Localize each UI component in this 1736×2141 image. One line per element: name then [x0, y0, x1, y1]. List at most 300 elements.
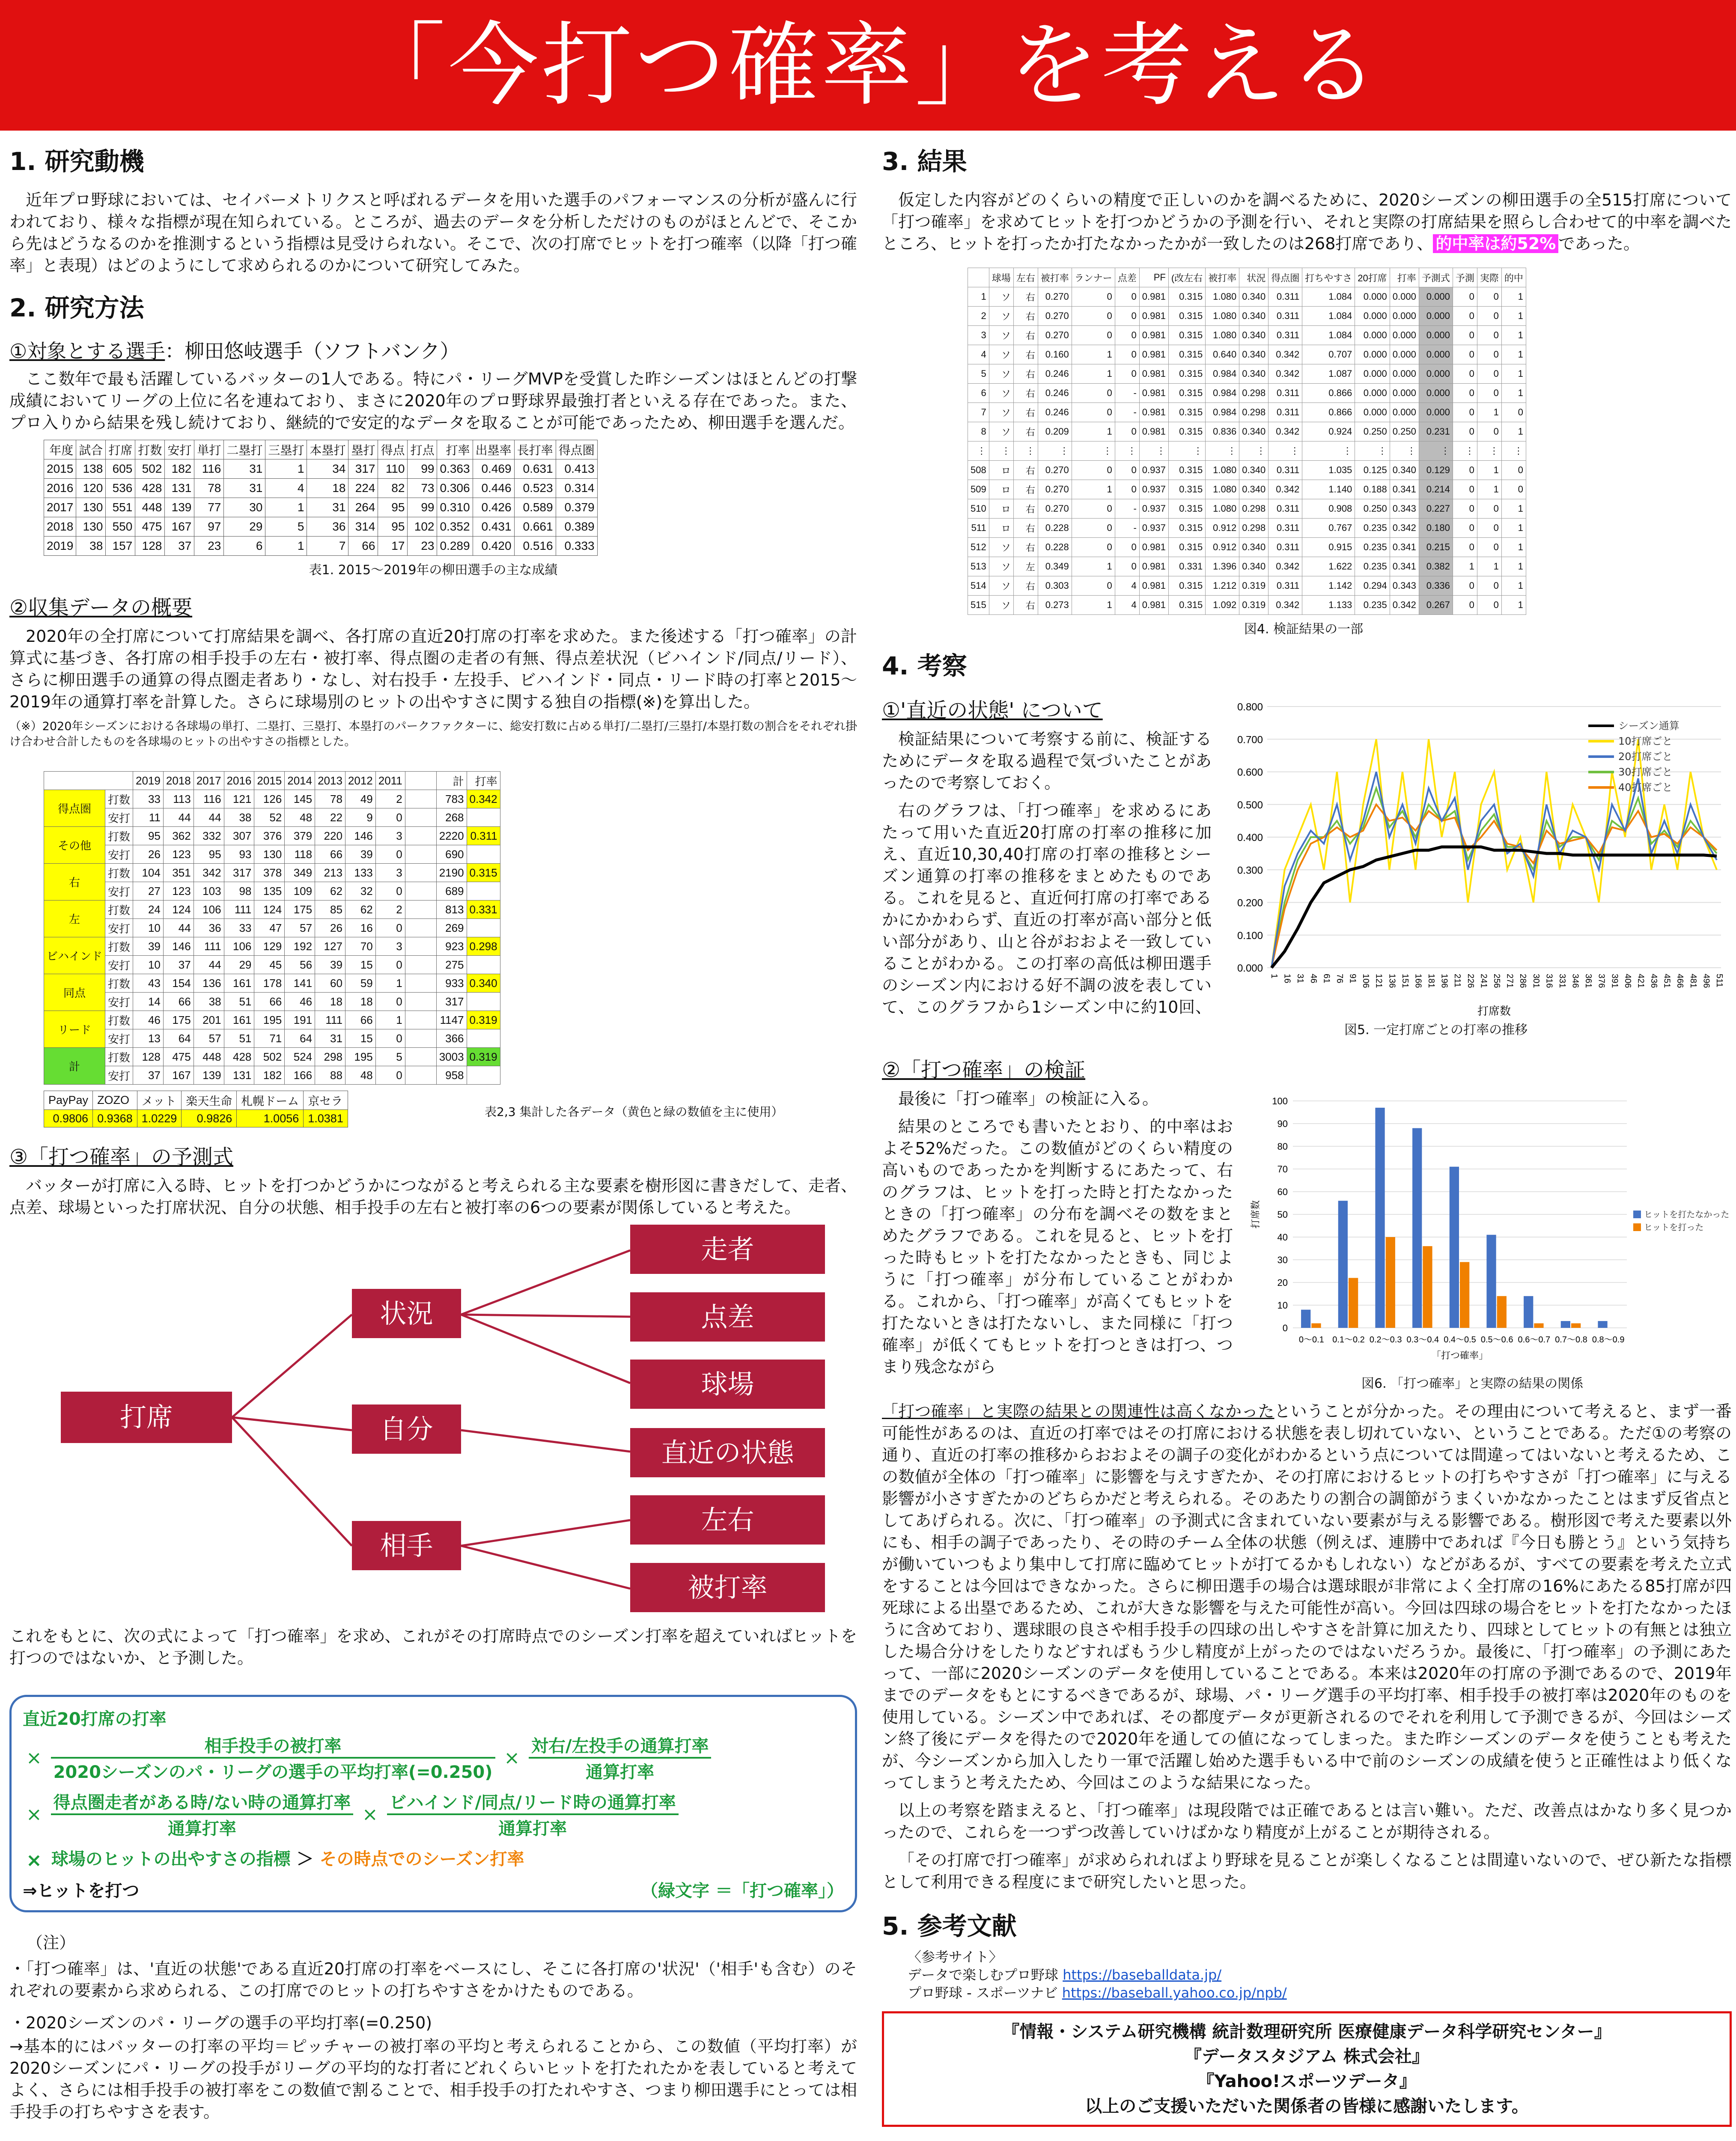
results-text-a: 仮定した内容がどのくらいの精度で正しいのかを調べるために、2020シーズンの柳田選手の全515打席について「打つ確率」を求めてヒットを打つかどうかの予測を行い、それと実際の打席結果を照らし合わせて的中率を調べたところ、ヒットを打ったか打たなかったかが一致したのは268打席であり、 — [882, 191, 1732, 253]
table-cell: 0.631 — [514, 459, 556, 479]
table-cell: 49 — [345, 790, 375, 808]
y-tick-label: 60 — [1277, 1187, 1288, 1197]
table-cell: 0.342 — [1390, 519, 1419, 538]
table-cell: 1 — [1501, 326, 1526, 345]
figure-4-caption: 図4. 検証結果の一部 — [1244, 622, 1364, 637]
table-cell: 8 — [968, 422, 989, 441]
table-cell: 95 — [378, 517, 408, 537]
table-cell: 133 — [345, 864, 375, 882]
x-tick-label: 121 — [1374, 974, 1384, 988]
table-cell: ⋮ — [1139, 441, 1168, 461]
table-cell: 29 — [224, 956, 254, 974]
x-tick-label: 31 — [1295, 974, 1305, 984]
table-cell: 0.984 — [1206, 384, 1239, 403]
table-cell: 1147 — [436, 1011, 467, 1029]
table-cell: 右 — [1013, 519, 1038, 538]
table-cell: 475 — [163, 1048, 194, 1066]
formula-recent-avg: 直近20打席の打率 — [23, 1709, 167, 1729]
table-cell: 509 — [968, 480, 989, 499]
table-row — [968, 596, 1526, 615]
table-cell: 48 — [345, 1066, 375, 1085]
avg-cell: 0.311 — [467, 827, 500, 845]
table-cell: 195 — [345, 1048, 375, 1066]
table-cell: 512 — [968, 538, 989, 557]
column-header: 予測 — [1453, 268, 1477, 287]
y-tick-label: 0.000 — [1237, 963, 1263, 974]
table-cell: 0 — [375, 1029, 405, 1048]
formula-legend: （緑文字 ＝「打つ確率」） — [641, 1881, 844, 1901]
credit-1: 『情報・システム研究機構 統計数理研究所 医療健康データ科学研究センター』 — [1002, 2022, 1611, 2042]
discussion-2-body-3: ということが分かった。その理由について考えると、まず一番可能性があるのは、直近の打率ではその打席における状態を表し切れていない、ということである。ただ①の考察の通り、直近の打率の推移からおおよその調子の変化がわかるという点については間違ってはいないと考えるため、この数値が全体の「打つ確率」に影響を与えすぎたか、その打席におけるヒットの打ちやすさが「打つ確率」に与える影響が小さすぎたかのどちらかだと考えられる。そのあたりの割合の調節がうまくいかなかったことはまず反省点としてあげられる。次に、「打つ確率」の予測式に含まれていない要素が与える影響である。樹形図で考えた要素以外にも、相手の調子であったり、その時のチーム全体の状態（例えば、連勝中であれば『今日も勝とう』という気持ちが働いていつもより集中して打席に臨めてヒットが打てるかもしれない）などがあるが、すべての要素を考えた立式をすることは今回はできなかった。さらに柳田選手の場合は選球眼が非常によく全打席の16%にあたる85打席が四死球による出塁であるため、これが大きな影響を与えた可能性が高い。今回は四球の場合をヒットを打たなかったほうに含めており、選球眼の良さや相手投手の四球の出しやすさを計算に加えたり、四球としてヒットの有無とは独立した場合分けをしたりなどすればもう少し精度が上がったのではないだろうか。最後に、「打つ確率」の予測にあたって、一部に2020シーズンのデータを使用していることである。本来は2020年の打席の予測であるので、2019年までのデータをもとにするべきであるが、球場、パ・リーグ選手の平均打率、相手投手の被打率は2020年のものを使用している。シーズン中であれば、その都度データが更新されるのでそれを利用して予測できるが、今回はシーズン終了後にデータを得たので2020年を通しての値になってしまった。また昨シーズンのデータを使うことも考えたが、今シーズンから加入したり一軍で活躍し始めた選手もいる中で前のシーズンの成績を使うと正確性はより低くなってしまうと考えたため、今回はこのような結果になった。 — [882, 1402, 1732, 1792]
table-cell: 0.315 — [1168, 461, 1205, 480]
table-cell: ソ — [989, 384, 1013, 403]
table-cell: 1.140 — [1302, 480, 1355, 499]
table-cell: 783 — [436, 790, 467, 808]
avg-cell: 0.340 — [467, 974, 500, 993]
table-cell: 0 — [1477, 499, 1501, 519]
table-row — [968, 519, 1526, 538]
fraction-numerator: 相手投手の被打率 — [51, 1732, 495, 1759]
table-cell: 0.981 — [1139, 403, 1168, 422]
discussion-2-block — [882, 1088, 1732, 1401]
row-sub-label: 打数 — [105, 827, 133, 845]
table-cell: 3003 — [436, 1048, 467, 1066]
table-cell: 97 — [194, 517, 224, 537]
table-cell: 0.516 — [514, 537, 556, 556]
table-cell: 314 — [348, 517, 378, 537]
table-cell: 0.343 — [1390, 499, 1419, 519]
table-cell: 0.340 — [1239, 422, 1269, 441]
table-cell: 59 — [345, 974, 375, 993]
year-header: 2016 — [224, 772, 254, 790]
table-cell: 0.426 — [473, 498, 514, 517]
table-cell: 38 — [76, 537, 106, 556]
table-cell: 0.227 — [1419, 499, 1453, 519]
tree-link-root-opponent — [232, 1417, 352, 1546]
x-tick-label: 0.8～0.9 — [1592, 1335, 1625, 1345]
tree-node-root: 打席 — [61, 1392, 232, 1443]
table-cell: 0.382 — [1419, 557, 1453, 576]
y-tick-label: 0.300 — [1237, 865, 1263, 877]
avg-cell — [467, 993, 500, 1011]
table-cell: 0.315 — [1168, 364, 1205, 384]
table-cell: 95 — [378, 498, 408, 517]
table-cell: 275 — [436, 956, 467, 974]
table-cell: 154 — [163, 974, 194, 993]
table-cell: 0.640 — [1206, 345, 1239, 364]
table-cell: 0 — [375, 808, 405, 827]
table-cell: 0.214 — [1419, 480, 1453, 499]
table-row — [44, 459, 598, 479]
column-header — [968, 268, 989, 287]
table-cell: ソ — [989, 576, 1013, 596]
x-tick-label: 61 — [1322, 974, 1331, 984]
discussion-1-body-1: 検証結果について考察する前に、検証するためにデータを取る過程で気づいたことがあったので考察しておく。 — [882, 730, 1212, 792]
group-label: その他 — [44, 827, 105, 864]
x-axis-label: 「打つ確率」 — [1431, 1351, 1489, 1361]
avg-cell — [467, 845, 500, 864]
table-cell: 116 — [194, 790, 224, 808]
avg-header: 打率 — [467, 772, 500, 790]
table-cell: 0 — [375, 993, 405, 1011]
table-cell: 0.924 — [1302, 422, 1355, 441]
table-cell: 0.340 — [1239, 326, 1269, 345]
table-cell: 2 — [375, 901, 405, 919]
park-name: 楽天生命 — [182, 1091, 237, 1110]
table-cell: 26 — [315, 919, 345, 937]
table-cell: 1 — [1501, 557, 1526, 576]
table-cell: 0.270 — [1038, 307, 1072, 326]
table-cell: 0.349 — [1038, 557, 1072, 576]
table-cell: 0.311 — [1269, 326, 1302, 345]
table-cell: 0.937 — [1139, 519, 1168, 538]
table-cell: 0 — [1115, 461, 1139, 480]
legend-label: シーズン通算 — [1618, 720, 1679, 732]
table-cell: 0.379 — [556, 498, 597, 517]
x-tick-label: 91 — [1348, 974, 1358, 984]
table-cell: 95 — [133, 827, 164, 845]
table-cell: ロ — [989, 480, 1013, 499]
table-cell: 0.981 — [1139, 287, 1168, 307]
table-cell: 317 — [348, 459, 378, 479]
table-cell: 0.000 — [1390, 364, 1419, 384]
table-cell: 130 — [254, 845, 285, 864]
table-cell: 16 — [345, 919, 375, 937]
note-2-body: →基本的にはバッターの打率の平均＝ピッチャーの被打率の平均と考えられることから、この数値（平均打率）が2020シーズンにパ・リーグの投手がリーグの平均的な打者にどれくらいヒットを打たれたかを表していると考えてよく、さらには相手投手の被打率をこの数値で割ることで、相手投手の打たれやすさ、つまり柳田選手にとっては相手投手の打ちやすさを表す。 — [9, 2037, 857, 2121]
table-cell: 39 — [345, 845, 375, 864]
reference-2-link[interactable]: https://baseball.yahoo.co.jp/npb/ — [1062, 1985, 1287, 2001]
x-tick-label: 0.5～0.6 — [1480, 1335, 1513, 1345]
table-cell: 689 — [436, 882, 467, 901]
discussion-2-body-1: 最後に「打つ確率」の検証に入る。 — [898, 1089, 1159, 1108]
table-cell: 0.469 — [473, 459, 514, 479]
table-row — [968, 345, 1526, 364]
table-cell: ⋮ — [1477, 441, 1501, 461]
x-tick-label: 481 — [1688, 974, 1698, 988]
tree-link-situation-runner — [461, 1250, 630, 1315]
table-cell: 57 — [194, 1029, 224, 1048]
table-cell: 3 — [968, 326, 989, 345]
table-cell: 118 — [285, 845, 315, 864]
group-label: 計 — [44, 1048, 105, 1085]
table-cell: 1 — [1501, 307, 1526, 326]
spacer-cell — [405, 808, 436, 827]
spacer-cell — [405, 974, 436, 993]
table-cell: 33 — [133, 790, 164, 808]
column-header: ランナー — [1072, 268, 1115, 287]
table-cell: 0.250 — [1355, 422, 1390, 441]
table-cell: 0.984 — [1206, 364, 1239, 384]
table-cell: 0.315 — [1168, 403, 1205, 422]
table-row — [44, 901, 500, 919]
table-cell: ⋮ — [1168, 441, 1205, 461]
section-5-heading: 5. 参考文献 — [882, 1911, 1017, 1941]
x-tick-label: 76 — [1334, 974, 1344, 984]
table-cell: 146 — [163, 937, 194, 956]
table-cell: 0.246 — [1038, 364, 1072, 384]
table-cell: 0.246 — [1038, 403, 1072, 422]
table-cell: 536 — [106, 479, 135, 498]
table-cell: 0.000 — [1419, 287, 1453, 307]
year-header: 2018 — [163, 772, 194, 790]
table-row — [968, 480, 1526, 499]
table-cell: 0 — [375, 956, 405, 974]
stats-table-2015-2019 — [44, 440, 598, 556]
table-cell: ソ — [989, 307, 1013, 326]
column-header: 単打 — [194, 440, 224, 459]
table-row — [44, 1011, 500, 1029]
times-sign: × — [362, 1803, 378, 1825]
formula-row-2 — [23, 1789, 844, 1840]
table-row — [44, 498, 598, 517]
table-cell: 128 — [135, 537, 165, 556]
table-cell: 18 — [307, 479, 348, 498]
table-cell: 0.294 — [1355, 576, 1390, 596]
table-cell: 4 — [1115, 596, 1139, 615]
table-cell: 36 — [194, 919, 224, 937]
table-cell: 24 — [133, 901, 164, 919]
avg-cell — [467, 956, 500, 974]
spacer-cell — [405, 937, 436, 956]
table-cell: 0.984 — [1206, 403, 1239, 422]
table-cell: 0.000 — [1390, 403, 1419, 422]
table-cell: 6 — [224, 537, 265, 556]
verification-table — [968, 268, 1526, 615]
table-cell: 1.142 — [1302, 576, 1355, 596]
reference-1-link[interactable]: https://baseballdata.jp/ — [1063, 1967, 1222, 1983]
table-cell: 0.341 — [1390, 557, 1419, 576]
table-2-3-caption: 表2,3 集計した各データ（黄色と緑の数値を主に使用） — [485, 1105, 783, 1119]
table-cell: 332 — [194, 827, 224, 845]
x-tick-label: 496 — [1701, 974, 1711, 988]
bar-1-7 — [1571, 1323, 1581, 1328]
table-cell: 0.270 — [1038, 499, 1072, 519]
table-row — [44, 827, 500, 845]
formula-park-index: 球場のヒットの出やすさの指標 — [51, 1849, 291, 1869]
table-cell: ソ — [989, 403, 1013, 422]
table-cell: 1 — [375, 1011, 405, 1029]
notes-title: （注） — [27, 1933, 76, 1952]
y-tick-label: 80 — [1277, 1141, 1288, 1152]
table-cell: 0.160 — [1038, 345, 1072, 364]
table-cell: 511 — [968, 519, 989, 538]
table-cell: 298 — [315, 1048, 345, 1066]
table-cell: 0.342 — [1269, 364, 1302, 384]
bar-0-6 — [1524, 1296, 1533, 1328]
table-cell: 0.311 — [1269, 538, 1302, 557]
table-cell: 192 — [285, 937, 315, 956]
table-cell: 104 — [133, 864, 164, 882]
table-cell: 0.315 — [1168, 480, 1205, 499]
table-cell: 124 — [254, 901, 285, 919]
table-cell: 64 — [285, 1029, 315, 1048]
park-factor-value: 0.9368 — [93, 1110, 137, 1127]
table-row — [44, 1066, 500, 1085]
table-cell: 1 — [968, 287, 989, 307]
table-cell: ⋮ — [1453, 441, 1477, 461]
avg-cell — [467, 1029, 500, 1048]
formula-fraction-hand — [529, 1732, 712, 1783]
table-cell: 0.228 — [1038, 538, 1072, 557]
column-header: 塁打 — [348, 440, 378, 459]
table-cell: 0.000 — [1355, 345, 1390, 364]
table-cell: 2018 — [44, 517, 76, 537]
table-cell: 0.981 — [1139, 422, 1168, 441]
bar-0-8 — [1598, 1321, 1607, 1328]
table-cell: 366 — [436, 1029, 467, 1048]
table-cell: 77 — [194, 498, 224, 517]
table-cell: 0.319 — [1239, 576, 1269, 596]
table-cell: 0.352 — [437, 517, 473, 537]
avg-cell — [467, 919, 500, 937]
table-cell: 1.035 — [1302, 461, 1355, 480]
table-row — [44, 1110, 348, 1127]
table-cell: 175 — [285, 901, 315, 919]
legend-label: 30打席ごと — [1618, 766, 1673, 778]
spacer-cell — [405, 827, 436, 845]
column-header: 本塁打 — [307, 440, 348, 459]
table-cell: 1 — [1501, 499, 1526, 519]
table-cell: 1.080 — [1206, 461, 1239, 480]
bar-0-4 — [1450, 1167, 1459, 1328]
hit-rate-highlight: 的中率は約52% — [1433, 234, 1558, 253]
group-label: 得点圏 — [44, 790, 105, 827]
table-cell: 307 — [224, 827, 254, 845]
table-cell: 0.333 — [556, 537, 597, 556]
tree-leaf-score-diff: 点差 — [630, 1292, 825, 1342]
table-cell: 0 — [1477, 345, 1501, 364]
row-sub-label: 安打 — [105, 919, 133, 937]
table-cell: 0.000 — [1390, 345, 1419, 364]
table-cell: 3 — [375, 864, 405, 882]
spacer-cell — [405, 882, 436, 901]
avg-cell — [467, 882, 500, 901]
table-cell: 1 — [1477, 461, 1501, 480]
table-cell: 29 — [224, 517, 265, 537]
table-cell: 11 — [133, 808, 164, 827]
spacer-cell — [405, 790, 436, 808]
x-tick-label: 0.2～0.3 — [1369, 1335, 1402, 1345]
x-tick-label: 166 — [1413, 974, 1423, 988]
table-cell: 0 — [1453, 480, 1477, 499]
table-cell: 0 — [1477, 307, 1501, 326]
table-cell: 0.270 — [1038, 287, 1072, 307]
table-cell: 右 — [1013, 384, 1038, 403]
table-cell: 39 — [133, 937, 164, 956]
park-name: メット — [137, 1091, 182, 1110]
table-cell: 0.298 — [1239, 499, 1269, 519]
table-cell: 31 — [307, 498, 348, 517]
discussion-2-body-5: 「その打席で打つ確率」が求められればより野球を見ることが楽しくなることは間違いないので、ぜひ新たな指標として利用できる程度にまで研究したいと思った。 — [882, 1851, 1732, 1891]
bar-0-3 — [1412, 1128, 1422, 1328]
table-cell: 120 — [76, 479, 106, 498]
park-name: 札幌ドーム — [237, 1091, 304, 1110]
table-cell: 269 — [436, 919, 467, 937]
table-cell: 0.311 — [1269, 499, 1302, 519]
table-header-row — [44, 1091, 348, 1110]
table-cell: 0.340 — [1239, 538, 1269, 557]
tree-leaf-recent-form: 直近の状態 — [630, 1428, 825, 1477]
table-row — [968, 403, 1526, 422]
table-cell: 0 — [1453, 307, 1477, 326]
greater-than-sign: ＞ — [296, 1849, 314, 1869]
tree-link-self-recent — [461, 1430, 630, 1452]
credit-3: 『Yahoo!スポーツデータ』 — [1197, 2072, 1417, 2091]
table-cell: 0 — [375, 1066, 405, 1085]
table-row — [968, 557, 1526, 576]
table-cell: 右 — [1013, 538, 1038, 557]
x-tick-label: 421 — [1636, 974, 1646, 988]
tree-leaf-ballpark: 球場 — [630, 1360, 825, 1409]
table-cell: - — [1115, 403, 1139, 422]
poster-title: 「今打つ確率」を考える — [354, 12, 1382, 118]
right-column — [882, 141, 1732, 2127]
table-cell: 1 — [1501, 576, 1526, 596]
table-cell: 448 — [135, 498, 165, 517]
table-cell: ロ — [989, 519, 1013, 538]
table-cell: 66 — [345, 1011, 375, 1029]
table-cell: 0.981 — [1139, 345, 1168, 364]
table-cell: 958 — [436, 1066, 467, 1085]
column-header: 試合 — [76, 440, 106, 459]
row-sub-label: 安打 — [105, 993, 133, 1011]
discussion-2-text — [882, 1088, 1233, 1404]
y-tick-label: 40 — [1277, 1232, 1288, 1243]
table-row — [968, 384, 1526, 403]
table-cell: 1.133 — [1302, 596, 1355, 615]
table-cell: 0.981 — [1139, 596, 1168, 615]
table-cell: 1.084 — [1302, 307, 1355, 326]
table-cell: 2190 — [436, 864, 467, 882]
total-header: 計 — [436, 772, 467, 790]
table-cell: 138 — [76, 459, 106, 479]
data-overview-note: （※）2020年シーズンにおける各球場の単打、二塁打、三塁打、本塁打のパークファクターに、総安打数に占める単打/二塁打/三塁打/本塁打数の割合をそれぞれ掛け合わせ合計したものを各球場のヒットの出やすさの指標とした。 — [9, 720, 857, 748]
park-factor-value: 0.9806 — [44, 1110, 93, 1127]
x-tick-label: 151 — [1400, 974, 1410, 988]
table-cell: 362 — [163, 827, 194, 845]
park-factor-value: 1.0229 — [137, 1110, 182, 1127]
table-cell: 0 — [1072, 326, 1115, 345]
table-cell: 15 — [345, 956, 375, 974]
x-tick-label: 196 — [1439, 974, 1449, 988]
table-cell: 0.298 — [1239, 384, 1269, 403]
table-cell: 18 — [345, 993, 375, 1011]
subsection-1-title: ①対象とする選手 — [9, 340, 165, 363]
table-cell: 34 — [307, 459, 348, 479]
column-header: (改左右 — [1168, 268, 1205, 287]
table-cell: 0.836 — [1206, 422, 1239, 441]
column-header: 状況 — [1239, 268, 1269, 287]
table-cell: 0 — [1501, 403, 1526, 422]
table-cell: 349 — [285, 864, 315, 882]
table-cell: 0.273 — [1038, 596, 1072, 615]
table-cell: 510 — [968, 499, 989, 519]
table-cell: 0.908 — [1302, 499, 1355, 519]
table-cell: 右 — [1013, 287, 1038, 307]
x-tick-label: 136 — [1387, 974, 1397, 988]
table-cell: 1.080 — [1206, 499, 1239, 519]
column-header: 打席 — [106, 440, 135, 459]
table-cell: ソ — [989, 596, 1013, 615]
subsection-2-title: ②収集データの概要 — [9, 596, 193, 620]
table-cell: 161 — [224, 1011, 254, 1029]
table-cell: 475 — [135, 517, 165, 537]
table-cell: 0 — [1072, 576, 1115, 596]
table-cell: 0.000 — [1419, 384, 1453, 403]
table-cell: ⋮ — [1419, 441, 1453, 461]
row-sub-label: 安打 — [105, 845, 133, 864]
table-cell: 1 — [1501, 422, 1526, 441]
